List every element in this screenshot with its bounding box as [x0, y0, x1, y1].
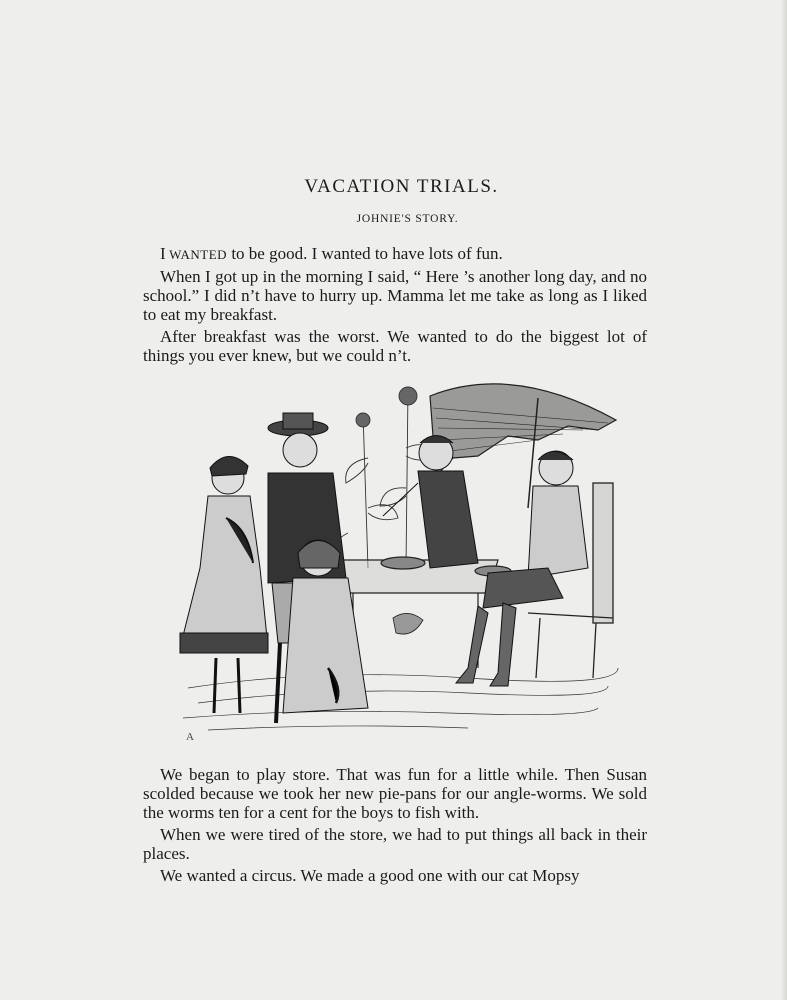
- page-title: VACATION TRIALS.: [304, 176, 499, 197]
- paragraph: We wanted a circus. We made a good one with our cat Mopsy: [160, 866, 580, 885]
- ground-hatching: [183, 668, 618, 730]
- paragraph: When I got up in the morning I said, “ Here ’s another long day, and no school.” I did n’t have to hurry up. Mamma let me take as long as I liked to eat my breakfast.: [143, 267, 647, 324]
- page-edge: [781, 0, 787, 1000]
- engraving-illustration: [168, 368, 623, 748]
- engraver-mark: A: [186, 731, 194, 743]
- sunflower-plants: [335, 387, 433, 568]
- girl-with-doll-figure: [180, 456, 268, 713]
- page-subtitle: JOHNIE'S STORY.: [356, 213, 459, 225]
- dropcap: I: [160, 244, 166, 263]
- text-block-bottom: [143, 765, 647, 888]
- paragraph: [143, 244, 647, 264]
- paragraph: When we were tired of the store, we had to put things all back in their places.: [143, 825, 647, 863]
- cat-figure: [393, 613, 423, 634]
- text-block-top: [143, 244, 647, 368]
- paragraph: We began to play store. That was fun for a little while. Then Susan scolded because we took her new pie-pans for our angle-worms. We sold the worms ten for a cent for the boys to fish with.: [143, 765, 647, 822]
- paragraph-rest: to be good. I wanted to have lots of fun.: [227, 244, 503, 263]
- smallcaps-word: WANTED: [165, 247, 228, 262]
- paragraph: After breakfast was the worst. We wanted to do the biggest lot of things you ever knew, but we could n’t.: [143, 327, 647, 365]
